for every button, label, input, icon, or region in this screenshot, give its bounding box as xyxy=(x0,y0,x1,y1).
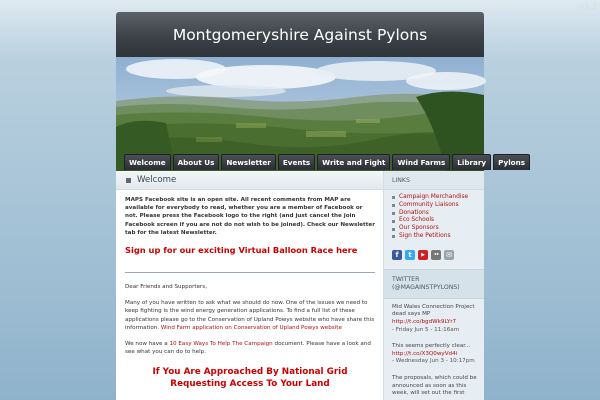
nav-about-us[interactable]: About Us xyxy=(173,154,220,170)
link-sign-petitions[interactable]: Sign the Petitions xyxy=(392,233,484,241)
tweet-link[interactable]: http://t.co/bgdWk9LYr7 xyxy=(392,318,457,325)
site-header xyxy=(116,12,484,57)
nav-library[interactable]: Library xyxy=(452,154,491,170)
link-our-sponsors[interactable]: Our Sponsors xyxy=(392,225,484,233)
nav-wind-farms[interactable]: Wind Farms xyxy=(392,154,450,170)
links-heading: LINKS xyxy=(384,171,484,190)
site-title-link[interactable]: Montgomeryshire Against Pylons xyxy=(172,25,428,44)
tweet-text: Mid Wales Connection Project dead says MP xyxy=(392,303,475,318)
page-wrapper xyxy=(116,12,526,400)
sidebar xyxy=(384,171,484,400)
nav-events[interactable]: Events xyxy=(278,154,315,170)
banner xyxy=(116,57,526,171)
link-campaign-merchandise[interactable]: Campaign Merchandise xyxy=(392,194,484,202)
wind-energy-text: Many of you have written to ask what we should do now. One of the issues we need to keep fighting is the wind energy generation applications. To find a full list of these applications please go to the Conservation of Upland Powys website who have share this information. xyxy=(125,300,375,331)
facebook-icon[interactable]: f xyxy=(392,250,402,260)
post-content xyxy=(116,190,383,390)
tweet-item xyxy=(392,304,478,334)
tweet-timestamp: - Wednesday Jun 3 - 10:17pm xyxy=(392,358,475,365)
national-grid-heading: If You Are Approached By National Grid Requesting Access To Your Land xyxy=(152,367,348,390)
social-icons xyxy=(384,241,484,260)
help-suffix-text: document. Please have a look and see what you can do to help. xyxy=(125,341,371,356)
link-donations[interactable]: Donations xyxy=(392,210,484,218)
facebook-intro-text: MAPS Facebook site is an open site. All recent comments from MAP are available for everybody to read, whether you are a member of Facebook or not. Please press the Facebook logo to the right (and just cancel the join Facebook screen if you are not do not wish to be joined). Check our Newsletter tab for the latest Newsletter. xyxy=(125,197,375,236)
nav-write-and-fight[interactable]: Write and Fight xyxy=(317,154,390,170)
tweet-item xyxy=(392,375,478,398)
help-prefix-text: We now have a xyxy=(125,341,168,348)
link-community-liaisons[interactable]: Community Liaisons xyxy=(392,202,484,210)
version-label: v1.2 xyxy=(579,2,597,11)
nav-pylons[interactable]: Pylons xyxy=(493,154,530,170)
tweet-link[interactable]: http://t.co/X3Q0wyVd4i xyxy=(392,350,458,357)
main-content xyxy=(116,171,384,400)
twitter-icon[interactable]: t xyxy=(405,250,415,260)
twitter-heading: TWITTER (@MAGAINSTPYLONS) xyxy=(384,269,484,299)
balloon-race-signup-link[interactable]: Sign up for our exciting Virtual Balloon Race here xyxy=(125,245,358,256)
greeting-text: Dear Friends and Supporters, xyxy=(125,284,207,291)
wind-energy-paragraph xyxy=(125,299,375,332)
nav-newsletter[interactable]: Newsletter xyxy=(221,154,275,170)
mail-icon[interactable]: ✉ xyxy=(444,250,454,260)
post-title: Welcome xyxy=(137,175,177,185)
help-campaign-paragraph xyxy=(125,340,375,356)
tweet-text: The proposals, which could be announced as soon as this week, will set out the first xyxy=(392,374,477,397)
tweet-timestamp: - Friday Jun 5 - 11:16am xyxy=(392,326,460,333)
square-bullet-icon xyxy=(126,178,131,183)
flickr-icon[interactable]: •• xyxy=(431,250,441,260)
link-eco-schools[interactable]: Eco Schools xyxy=(392,217,484,225)
wind-farm-application-link[interactable]: Wind Farm application on Conservation of Upland Powys website xyxy=(160,324,342,331)
tweet-item xyxy=(392,343,478,366)
links-list xyxy=(384,190,484,241)
tweet-list xyxy=(384,299,484,398)
easy-ways-link[interactable]: 10 Easy Ways To Help The Campaign xyxy=(169,341,273,348)
page-body xyxy=(116,171,484,400)
post-header xyxy=(116,171,383,190)
nav-welcome[interactable]: Welcome xyxy=(124,154,171,170)
main-navigation xyxy=(124,154,530,170)
youtube-icon[interactable]: ▶ xyxy=(418,250,428,260)
divider xyxy=(125,272,375,273)
tweet-text: This seems perfectly clear... xyxy=(392,343,471,350)
